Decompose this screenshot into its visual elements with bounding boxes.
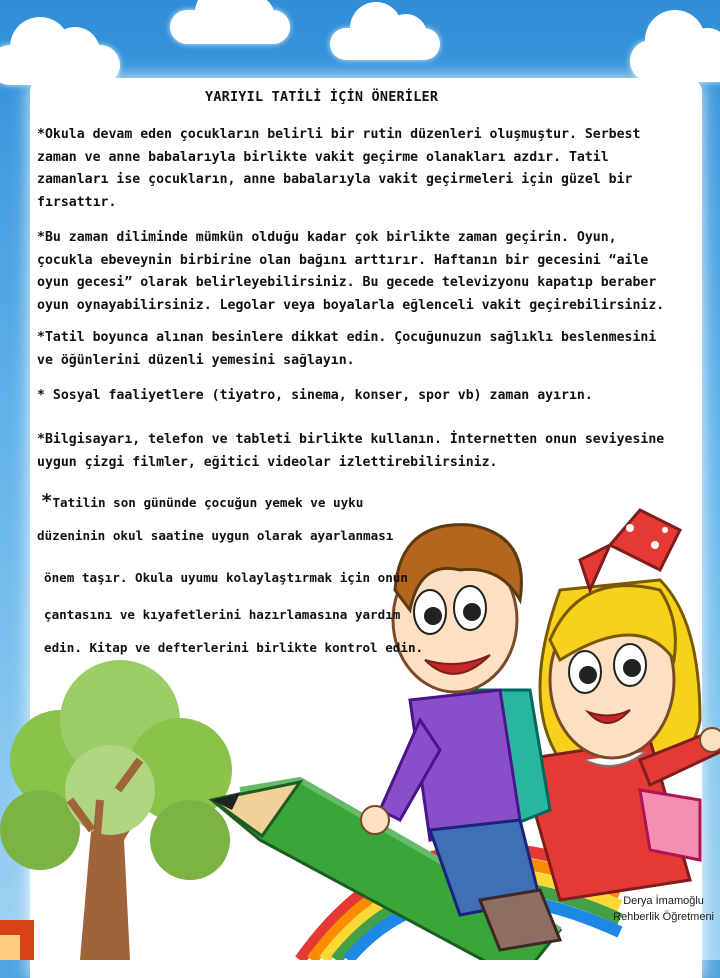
paragraph-devices: *Bilgisayarı, telefon ve tableti birlikte kullanın. İnternetten onun seviyesine uygun çizgi filmler, eğitici videolar izlettirebilirsiniz. bbox=[37, 432, 665, 470]
bullet-star: * bbox=[41, 490, 53, 512]
paragraph-routine: *Okula devam eden çocukların belirli bir rutin düzenleri oluşmuştur. Serbest zaman ve anne babalarıyla birlikte vakit geçirme olanakları azdır. Tatil zamanları ise çocukların, anne babalarıyla vakit geçirmeleri için güzel bir fırsattır. bbox=[37, 127, 641, 210]
signature-role: Rehberlik Öğretmeni bbox=[613, 911, 714, 923]
paragraph-nutrition: *Tatil boyunca alınan besinlere dikkat edin. Çocuğunuzun sağlıklı beslenmesini ve öğünlerini düzenli yemesini sağlayın. bbox=[37, 330, 657, 368]
last-day-line: düzeninin okul saatine uygun olarak ayarlanması bbox=[37, 528, 394, 543]
last-day-line: önem taşır. Okula uyumu kolaylaştırmak için onun bbox=[44, 570, 408, 585]
signature bbox=[613, 893, 714, 925]
tree bbox=[0, 660, 232, 960]
girl-character bbox=[520, 510, 720, 900]
last-day-line: çantasını ve kıyafetlerini hazırlamasına yardım bbox=[44, 607, 401, 622]
last-day-line: edin. Kitap ve defterlerini birlikte kontrol edin. bbox=[44, 640, 424, 655]
signature-name: Derya İmamoğlu bbox=[623, 895, 704, 907]
last-day-line: *Tatilin son gününde çocuğun yemek ve uyku bbox=[41, 490, 364, 512]
paragraph-family-time: *Bu zaman diliminde mümkün olduğu kadar çok birlikte zaman geçirin. Oyun, çocukla ebeveynin birbirine olan bağını arttırır. Haftanın bir gecesini “aile oyun gecesi” olarak belirleyebilirsiniz. Bu gecede televizyonu kapatıp beraber oyun oynayabilirsiniz. Legolar veya boyalarla eğlenceli vakit geçirebilirsiniz. bbox=[37, 230, 665, 313]
paragraph-social-activities: * Sosyal faaliyetlere (tiyatro, sinema, konser, spor vb) zaman ayırın. bbox=[37, 388, 593, 403]
page-title: YARIYIL TATİLİ İÇİN ÖNERİLER bbox=[205, 89, 439, 105]
